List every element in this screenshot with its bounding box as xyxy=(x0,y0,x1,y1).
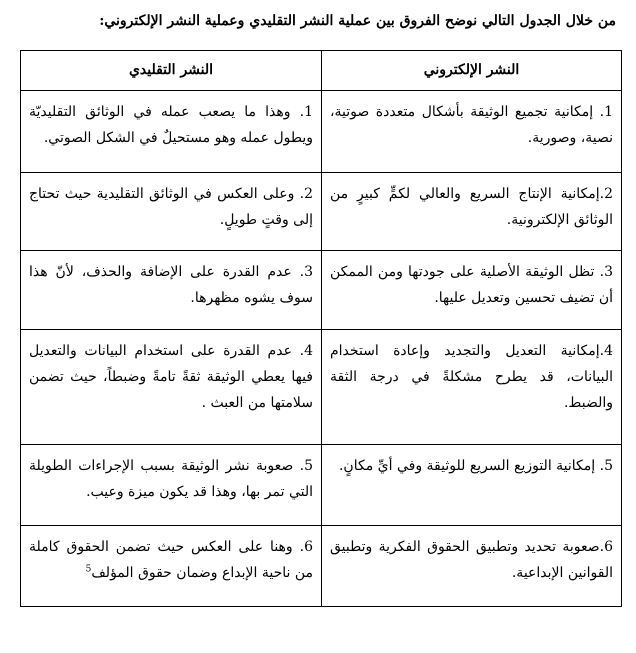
intro-heading: من خلال الجدول التالي نوضح الفروق بين عملية النشر التقليدي وعملية النشر الإلكتروني: xyxy=(99,13,616,29)
footnote-marker[interactable]: 5 xyxy=(85,564,92,575)
table-row xyxy=(21,173,622,251)
cell-electronic: 5. إمكانية التوزيع السريع للوثيقة وفي أيِّ مكانٍ. xyxy=(322,445,622,526)
table-row xyxy=(21,91,622,173)
header-traditional: النشر التقليدي xyxy=(21,51,322,91)
table-row xyxy=(21,330,622,445)
cell-traditional: 2. وعلى العكس في الوثائق التقليدية حيث تحتاج إلى وقتٍ طويلٍ. xyxy=(21,173,322,251)
cell-electronic: 3. تظل الوثيقة الأصلية على جودتها ومن الممكن أن تضيف تحسين وتعديل عليها. xyxy=(322,251,622,330)
header-electronic: النشر الإلكتروني xyxy=(322,51,622,91)
cell-traditional xyxy=(21,526,322,607)
cell-traditional: 1. وهذا ما يصعب عمله في الوثائق التقليديّة ويطول عمله وهو مستحيلٌ في الشكل الصوتي. xyxy=(21,91,322,173)
cell-electronic: 6.صعوبة تحديد وتطبيق الحقوق الفكرية وتطبيق القوانين الإبداعية. xyxy=(322,526,622,607)
cell-traditional: 3. عدم القدرة على الإضافة والحذف، لأنّ هذا سوف يشوه مظهرها. xyxy=(21,251,322,330)
comparison-table xyxy=(20,50,622,607)
cell-electronic: 2.إمكانية الإنتاج السريع والعالي لكمٍّ كبيرٍ من الوثائق الإلكترونية. xyxy=(322,173,622,251)
table-row xyxy=(21,526,622,607)
table-row xyxy=(21,251,622,330)
table-header-row xyxy=(21,51,622,91)
cell-electronic: 1. إمكانية تجميع الوثيقة بأشكال متعددة صوتية، نصية، وصورية. xyxy=(322,91,622,173)
cell-traditional-text: 6. وهنا على العكس حيث تضمن الحقوق كاملة من ناحية الإبداع وضمان حقوق المؤلف xyxy=(29,539,313,581)
cell-traditional: 4. عدم القدرة على استخدام البيانات والتعديل فيها يعطي الوثيقة ثقةً تامةً وضبطاً، حيث تضمن سلامتها من العبث . xyxy=(21,330,322,445)
cell-traditional: 5. صعوبة نشر الوثيقة بسبب الإجراءات الطويلة التي تمر بها، وهذا قد يكون ميزة وعيب. xyxy=(21,445,322,526)
cell-electronic: 4.إمكانية التعديل والتجديد وإعادة استخدام البيانات، قد يطرح مشكلةً في درجة الثقة والضبط. xyxy=(322,330,622,445)
table-row xyxy=(21,445,622,526)
